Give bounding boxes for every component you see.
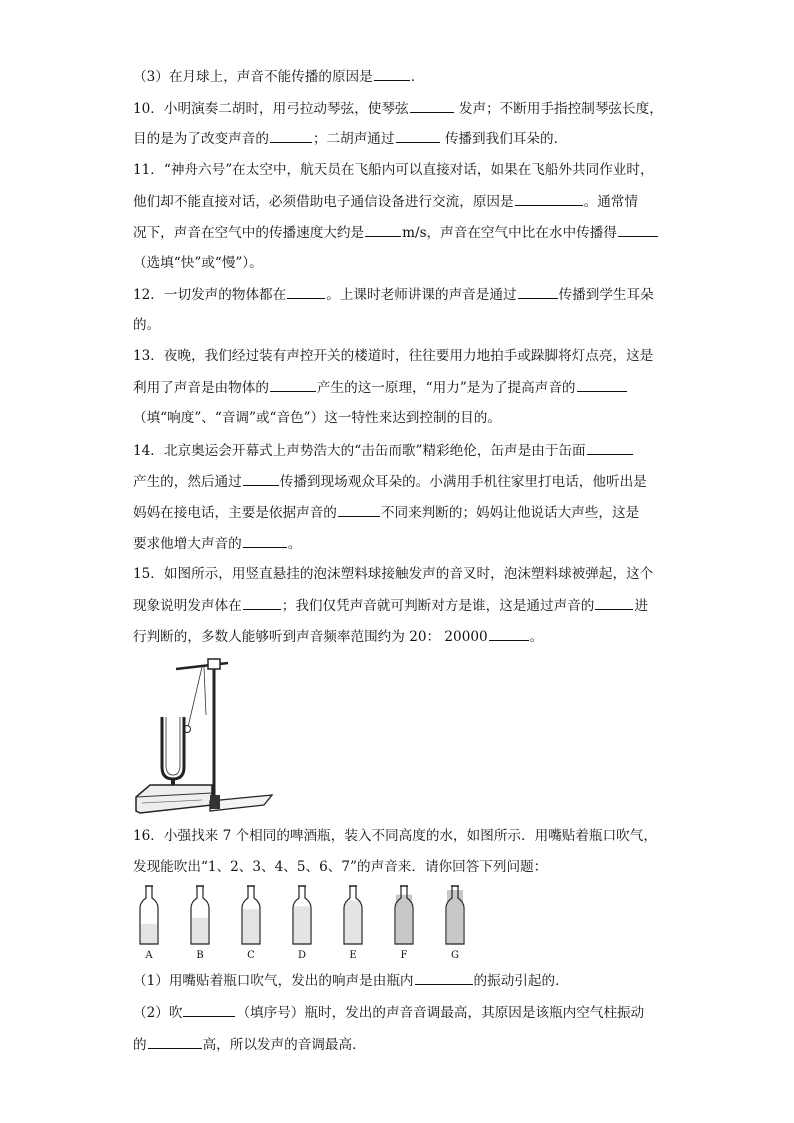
text: 发现能吹出“1、2、3、4、5、6、7”的声音来．请你回答下列问题： xyxy=(133,859,548,875)
text: 的振动引起的． xyxy=(473,973,569,989)
text: 。 xyxy=(529,629,544,645)
text: （填“响度”、“音调”或“音色”）这一特性来达到控制的目的。 xyxy=(133,410,501,426)
answer-blank[interactable] xyxy=(365,222,401,237)
text: ；二胡声通过 xyxy=(312,131,395,147)
text: 高，所以发声的音调最高． xyxy=(202,1037,366,1053)
water-fill xyxy=(243,909,259,944)
text: 16．小强找来 7 个相同的啤酒瓶，装入不同高度的水，如图所示．用嘴贴着瓶口吹气， xyxy=(133,828,657,844)
text: m/s，声音在空气中比在水中传播得 xyxy=(402,225,617,241)
text: 进 xyxy=(634,598,648,614)
text: 10．小明演奏二胡时，用弓拉动琴弦，使琴弦 xyxy=(133,101,409,117)
text: 。上课时老师讲课的声音是通过 xyxy=(326,287,517,303)
q15-line1 xyxy=(133,564,653,584)
q15-line3 xyxy=(133,626,543,647)
answer-blank[interactable] xyxy=(396,128,440,143)
answer-blank[interactable] xyxy=(338,502,380,517)
text: 11．“神舟六号”在太空中，航天员在飞船内可以直接对话，如果在飞船外共同作业时， xyxy=(133,162,654,178)
q14-line1 xyxy=(133,440,634,461)
water-fill xyxy=(396,895,412,944)
answer-blank[interactable] xyxy=(518,284,558,299)
q9-part3-line xyxy=(133,66,424,87)
bottles-figure xyxy=(132,884,492,964)
q13-line2 xyxy=(133,377,628,398)
bottle-label-e: E xyxy=(349,950,357,961)
answer-blank[interactable] xyxy=(148,1034,202,1049)
q16-sub1 xyxy=(133,970,569,991)
q11-line1 xyxy=(133,160,654,180)
q16-sub2 xyxy=(133,1002,644,1023)
text: 况下，声音在空气中的传播速度大约是 xyxy=(133,225,365,241)
answer-blank[interactable] xyxy=(515,191,583,206)
text: 。通常情 xyxy=(583,194,638,210)
text: 传播到我们耳朵的． xyxy=(444,131,568,147)
text: 要求他增大声音的 xyxy=(133,536,242,552)
answer-blank[interactable] xyxy=(415,970,473,985)
answer-blank[interactable] xyxy=(270,128,312,143)
bottle-label-f: F xyxy=(400,950,408,961)
text: （1）用嘴贴着瓶口吹气，发出的响声是由瓶内 xyxy=(133,973,414,989)
text: 12．一切发声的物体都在 xyxy=(133,287,287,303)
text: 利用了声音是由物体的 xyxy=(133,380,269,396)
water-fill xyxy=(294,906,310,944)
text: 13．夜晚，我们经过装有声控开关的楼道时，往往要用力地拍手或跺脚将灯点亮，这是 xyxy=(133,348,654,364)
answer-blank[interactable] xyxy=(587,440,633,455)
text: 不同来判断的；妈妈让他说话大声些，这是 xyxy=(380,505,640,521)
bottle-label-b: B xyxy=(196,950,204,961)
text: 15．如图所示，用竖直悬挂的泡沫塑料球接触发声的音叉时，泡沫塑料球被弹起，这个 xyxy=(133,566,654,582)
text: 的 xyxy=(133,1037,147,1053)
bottle-c xyxy=(242,886,260,944)
q11-line2 xyxy=(133,191,638,212)
text: 行判断的，多数人能够听到声音频率范围约为 20： 20000 xyxy=(133,629,488,645)
answer-blank[interactable] xyxy=(410,98,454,113)
text: 传播到学生耳朵 xyxy=(558,287,654,303)
answer-blank[interactable] xyxy=(243,471,279,486)
bottle-a xyxy=(140,886,158,944)
text: 传播到现场观众耳朵的。小满用手机往家里打电话，他听出是 xyxy=(279,474,647,490)
text: ；我们仅凭声音就可判断对方是谁，这是通过声音的 xyxy=(281,598,595,614)
water-fill xyxy=(192,918,208,944)
q13-line1 xyxy=(133,346,653,366)
answer-blank[interactable] xyxy=(595,595,633,610)
bottle-e xyxy=(344,886,362,944)
water-fill xyxy=(141,924,157,944)
text: 发声；不断用手指控制琴弦长度， xyxy=(458,101,663,117)
q13-line3 xyxy=(133,408,501,428)
text: 产生的，然后通过 xyxy=(133,474,242,490)
q16-line2 xyxy=(133,857,547,877)
bottle-g xyxy=(446,886,464,944)
answer-blank[interactable] xyxy=(489,626,529,641)
answer-blank[interactable] xyxy=(287,284,325,299)
text: ． xyxy=(410,69,425,85)
text: 产生的这一原理，“用力”是为了提高声音的 xyxy=(316,380,576,396)
bottles-svg xyxy=(132,884,492,948)
bottle-label-d: D xyxy=(297,950,307,961)
answer-blank[interactable] xyxy=(618,222,658,237)
text: 妈妈在接电话，主要是依据声音的 xyxy=(133,505,337,521)
text: （3）在月球上，声音不能传播的原因是 xyxy=(133,69,373,85)
text: 现象说明发声体在 xyxy=(133,598,242,614)
q12-line2 xyxy=(133,315,160,335)
text: （填序号）瓶时，发出的声音音调最高，其原因是该瓶内空气柱振动 xyxy=(236,1005,645,1021)
tuning-fork-figure xyxy=(132,655,277,815)
q14-line4 xyxy=(133,533,301,554)
q12-line1 xyxy=(133,284,654,305)
text: 的。 xyxy=(133,317,161,333)
text: 。 xyxy=(287,536,302,552)
text: 目的是为了改变声音的 xyxy=(133,131,269,147)
text: （选填“快”或“慢”）。 xyxy=(133,255,263,271)
q14-line2 xyxy=(133,471,647,492)
bottle-d xyxy=(293,886,311,944)
q11-line3 xyxy=(133,222,659,243)
q16-line1 xyxy=(133,826,657,846)
bottle-b xyxy=(191,886,209,944)
answer-blank[interactable] xyxy=(270,377,316,392)
bottle-label-a: A xyxy=(145,950,153,961)
answer-blank[interactable] xyxy=(374,66,410,81)
bottle-f xyxy=(395,886,413,944)
answer-blank[interactable] xyxy=(243,595,281,610)
q11-line4 xyxy=(133,253,263,273)
water-fill xyxy=(345,901,361,945)
q14-line3 xyxy=(133,502,639,523)
bottle-label-c: C xyxy=(247,950,255,961)
q16-sub3 xyxy=(133,1034,366,1055)
water-fill xyxy=(447,890,463,944)
q10-line2 xyxy=(133,128,567,149)
q10-line1 xyxy=(133,98,663,119)
q15-line2 xyxy=(133,595,648,616)
answer-blank[interactable] xyxy=(243,533,287,548)
text: （2）吹 xyxy=(133,1005,183,1021)
answer-blank[interactable] xyxy=(577,377,627,392)
answer-blank[interactable] xyxy=(183,1002,235,1017)
text: 14．北京奥运会开幕式上声势浩大的“击缶而歌”精彩绝伦，缶声是由于缶面 xyxy=(133,443,586,459)
text: 他们却不能直接对话，必须借助电子通信设备进行交流，原因是 xyxy=(133,194,514,210)
bottle-label-g: G xyxy=(451,950,459,961)
